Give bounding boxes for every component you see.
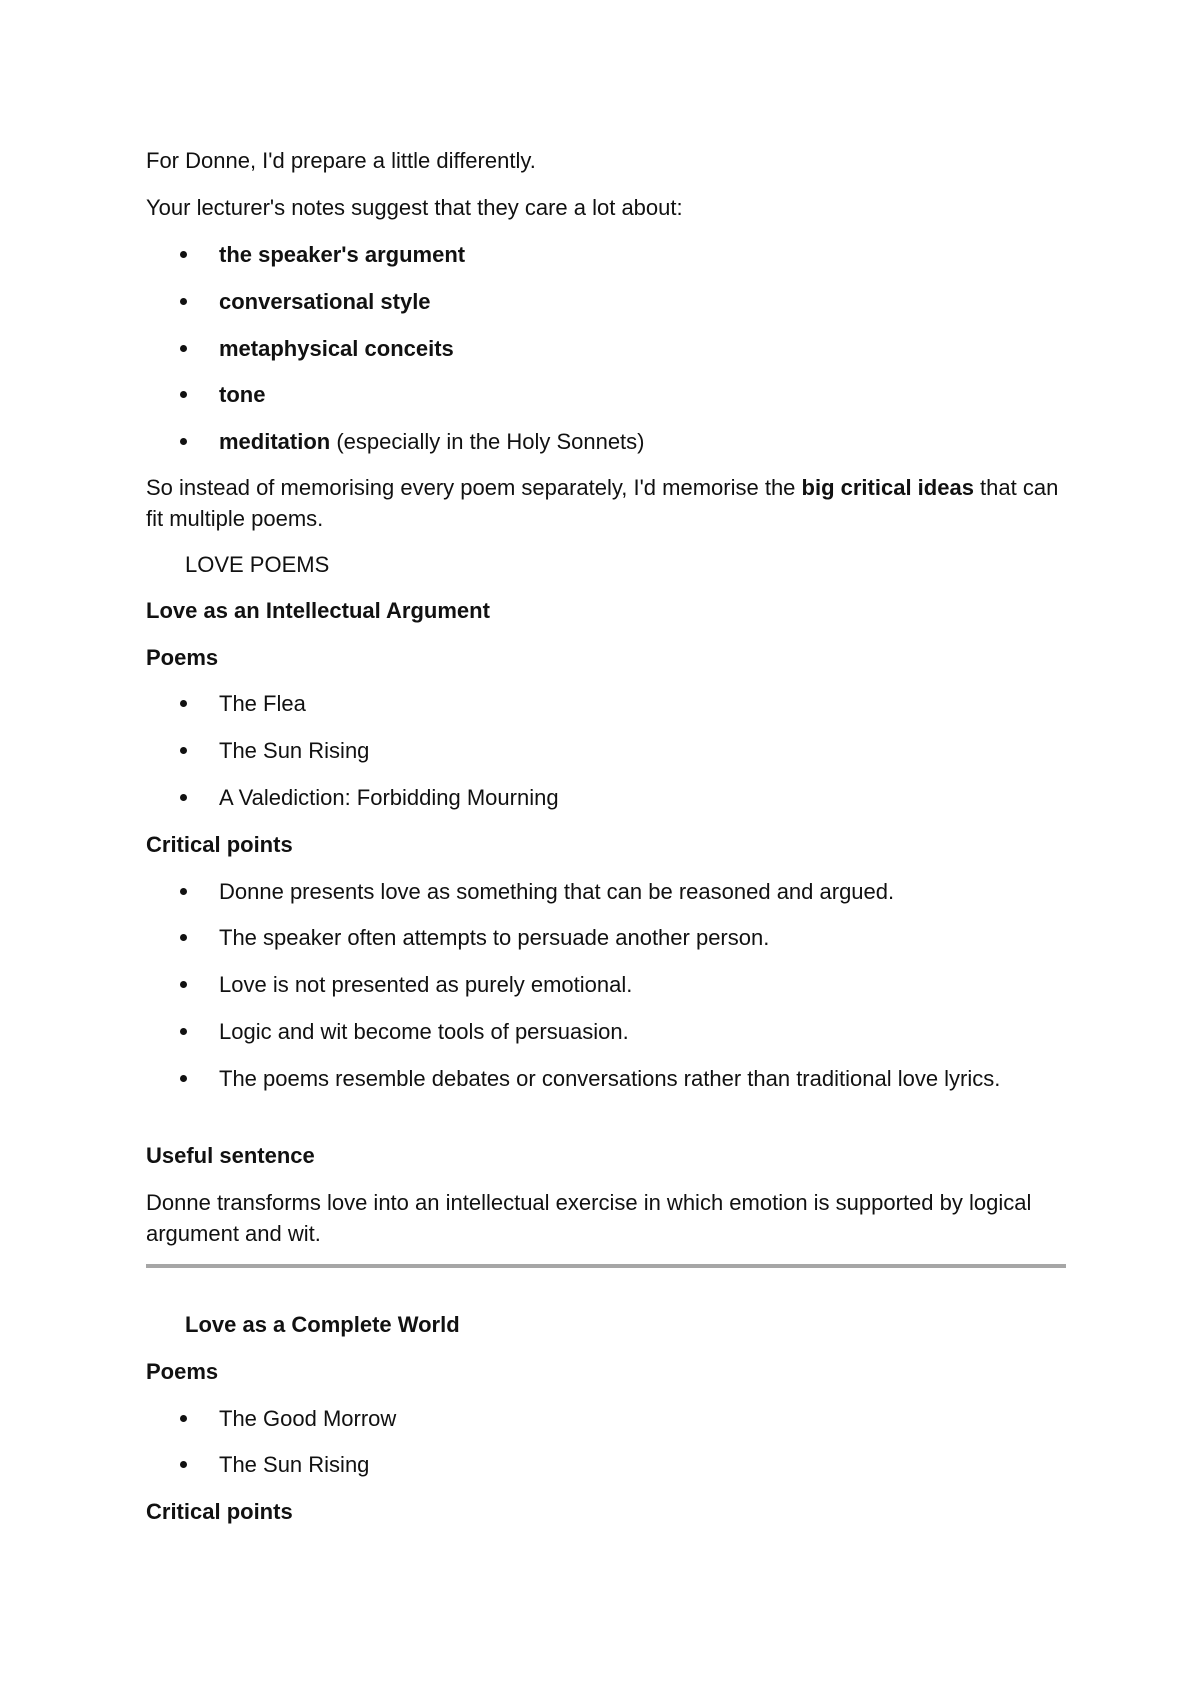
bullet-icon [180,298,187,305]
bullet-icon [180,345,187,352]
section-heading-love-poems: LOVE POEMS [185,552,330,577]
bullet-icon [180,438,187,445]
critical-point: The speaker often attempts to persuade another person. [219,925,770,950]
theme-title: Love as a Complete World [185,1312,460,1337]
focus-item-bold: tone [219,382,266,407]
horizontal-divider [146,1264,1066,1268]
intro-line-2: Your lecturer's notes suggest that they care a lot about: [146,195,683,220]
critical-point: Love is not presented as purely emotional. [219,972,633,997]
critical-point: Logic and wit become tools of persuasion. [219,1019,629,1044]
poem-title: The Good Morrow [219,1406,397,1431]
strategy-before: So instead of memorising every poem separately, I'd memorise the [146,475,802,500]
bullet-icon [180,1415,187,1422]
focus-item-bold: metaphysical conceits [219,336,454,361]
bullet-icon [180,747,187,754]
poems-heading: Poems [146,645,219,670]
bullet-icon [180,1028,187,1035]
focus-item-text [219,426,645,457]
strategy-paragraph [146,472,1066,534]
bullet-icon [180,934,187,941]
intro-line-1: For Donne, I'd prepare a little differently. [146,148,536,173]
useful-sentence-heading: Useful sentence [146,1143,315,1168]
focus-item-bold: conversational style [219,289,431,314]
useful-sentence: Donne transforms love into an intellectual exercise in which emotion is supported by logical argument and wit. [146,1190,1032,1246]
theme-title: Love as an Intellectual Argument [146,598,490,623]
poem-title: The Sun Rising [219,738,370,763]
focus-item-rest: (especially in the Holy Sonnets) [330,429,645,454]
critical-points-heading: Critical points [146,832,293,857]
bullet-icon [180,888,187,895]
bullet-icon [180,251,187,258]
critical-points-heading: Critical points [146,1499,293,1524]
poem-title: The Flea [219,691,306,716]
bullet-icon [180,391,187,398]
critical-point: Donne presents love as something that can be reasoned and argued. [219,879,895,904]
critical-point: The poems resemble debates or conversations rather than traditional love lyrics. [219,1066,1001,1091]
bullet-icon [180,1461,187,1468]
focus-item-bold: meditation [219,429,331,454]
bullet-icon [180,794,187,801]
strategy-bold: big critical ideas [801,475,974,500]
bullet-icon [180,700,187,707]
bullet-icon [180,1075,187,1082]
poems-heading: Poems [146,1359,219,1384]
poem-title: The Sun Rising [219,1452,370,1477]
poem-title: A Valediction: Forbidding Mourning [219,785,559,810]
strategy-after: that can fit multiple poems. [146,475,1059,531]
bullet-icon [180,981,187,988]
focus-item-bold: the speaker's argument [219,242,466,267]
